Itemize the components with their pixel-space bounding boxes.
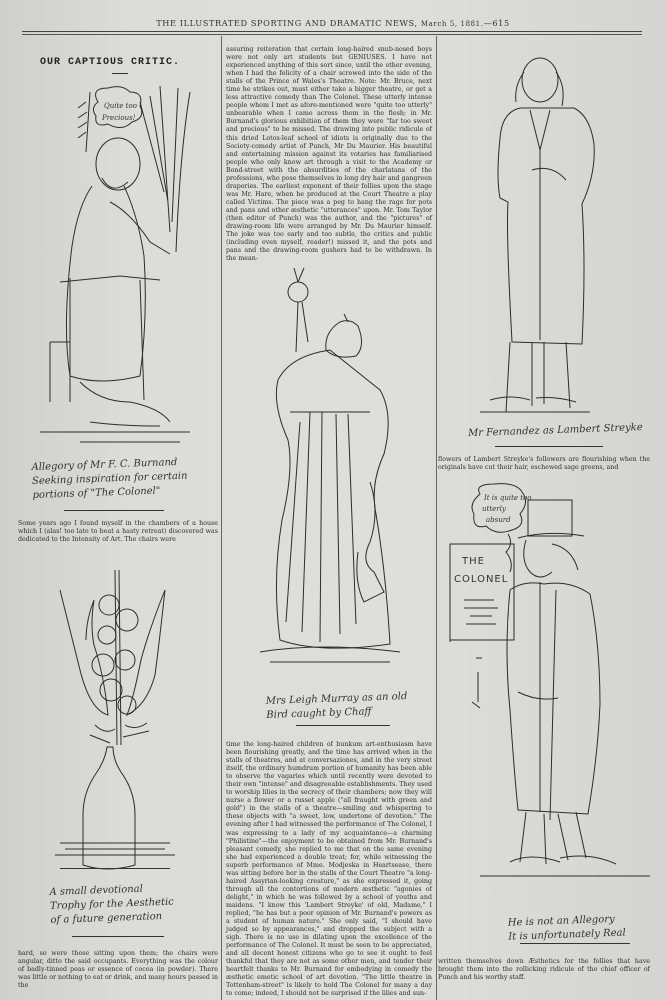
caption-line: portions of "The Colonel" <box>32 485 161 502</box>
caption-line: He is not an Allegory <box>507 913 615 929</box>
speech-line: It is quite too <box>484 494 532 502</box>
paragraph: assuring reiteration that certain long-haired snub-nosed boys were not only art students but GENIUSES. I have not experienced anything of this sort since, until the other evening, when I had the felicity of a chair screwed into the side of the stalls of the Prince of Wales's Theatre. Note: Mr. Bruce, next time he strikes out, must either take a bigger theatre, or get a less attractive comedy than The Colonel. These utterly intense people whom I met as afore-mentioned were "quite too utterly" unbearable when I came across them in the flesh; in Mr. Burnand's glorious exhibition of them they were "far too sweet and precious" to be missed. The drawing into public ridicule of this dried Lotos-leaf school of idiots is originally due to the Society-comedy artist of Punch, Mr Du Maurier. His beautiful and entertaining mission against its votaries has familiarised people who only know art through a visit to the Academy or Bond-street with the absurdities of the charlatans of the professions, who pose themselves in long dry hair and gangreen draperies. The earliest exponent of their follies upon the stage was Mr. Hare, when he produced at the Court Theatre a play called Victims. The piece was a peg to hang the rage for pots and pans and other æsthetic "utterances" upon. Mr. Tom Taylor (then editor of Punch) was the author, and the "pictures" of drawing-room life were arranged by Mr. Du Maurier himself. The joke was too early and too subtle, the critics and public (including even myself, reader!) missed it, and the pots and pans and the drawing-room gushers had to be withdrawn. In the mean- <box>226 46 432 263</box>
issue-date: March 5, 1881. <box>420 20 484 28</box>
paragraph: time the long-haired children of bunkum art-enthusiasm have been flourishing greatly, and the time has arrived when in the stalls of theatres, and at conversaziones, and in the very street itself, the ordinary humdrum portion of humanity has been able to observe the vagaries which until recently were devoted to their own "intense" and disagreeable establishments. They used to worship lilies in the secrecy of their chambers; now they will nurse a flower or a russet apple ("all fraught with green and gold") in the stalls of a theatre—smiling and whispering to these objects with "a sweet, low, undertone of devotion." The evening after I had witnessed the performance of The Colonel, I was expressing to a lady of my acquaintance—a charming "Philistine"—the enjoyment to be obtained from Mr. Burnand's pleasant comedy, she replied to me that on the same evening she had experienced a double treat; for, while witnessing the superb performance of Mme. Modjeska in Heartsease, there was sitting before her in the stalls of the Court Theatre "a long-haired Assyrian-looking creature," as she expressed it, going through all the contortions of modern æsthetic "agonies of delight," in which he was followed by a school of youths and maidens. "I know this 'Lambert Streyke' of old, Madame," I replied, "he has but a poor opinion of Mr. Burnand's powers as a student of human nature." She only said, "I should have judged so by appearances," and dropped the subject with a sigh. There is no use in dilating upon the excellence of the performance of The Colonel. It must be seen to be appreciated, and all decent honest citizens who go to see it ought to feel thankful that they are not as some other men, and tender their heartfelt thanks to Mr. Burnand for embodying in comedy the æsthetic emetic school of art devotion. "The little theatre in Tottenham-street" is likely to hold The Colonel for many a day to come; indeed, I should not be surprised if the lilies and sun- <box>226 741 432 998</box>
caption-rule <box>520 943 630 944</box>
paragraph: written themselves down Æsthetics for the follies that have brought them into the rollicking ridicule of the chief officer of Punch and his worthy staff. <box>438 958 650 982</box>
trophy-caption <box>49 880 220 928</box>
murray-illustration <box>250 262 410 672</box>
title-rule <box>112 73 128 74</box>
caption-line: Mrs Leigh Murray as an old <box>265 691 408 707</box>
murray-caption <box>266 689 437 723</box>
poster-line: COLONEL <box>454 574 509 585</box>
masthead <box>0 18 666 28</box>
page-number: —615 <box>483 18 510 28</box>
poster-line: THE <box>462 556 485 567</box>
column-2-text-top <box>226 46 432 263</box>
speech-line: utterly <box>482 505 506 513</box>
article-title: OUR CAPTIOUS CRITIC. <box>39 57 181 68</box>
paragraph: Some years ago I found myself in the chambers of a house which I (alas! too late to beat a hasty retreat) discovered was dedicated to the Intensity of Art. The chairs were <box>18 520 218 544</box>
publication-name: THE ILLUSTRATED SPORTING AND DRAMATIC NEWS, <box>156 18 418 28</box>
caption-line: Mr Fernandez as Lambert Streyke <box>467 422 643 440</box>
fernandez-caption <box>468 421 648 441</box>
caption-line: of a future generation <box>50 911 163 926</box>
caption-rule <box>296 725 390 726</box>
colonel-illustration <box>440 482 660 902</box>
masthead-rule <box>22 31 642 32</box>
paragraph: flowers of Lambert Streyke's followers are flourishing when the originals have cut their hair, eschewed sage greens, and <box>438 456 650 472</box>
column-2-text-bottom <box>226 741 432 999</box>
caption-line: A small devotional <box>49 883 144 898</box>
paragraph: hard, so were those sitting upon them; the chairs were angular, ditto the said occupants. Everything was the colour of badly-tinned peas or essence of cocoa (in powder). There was little or nothing to eat or drink, and many hours passed in the <box>18 950 219 990</box>
column-divider-1 <box>221 36 222 1000</box>
caption-line: Seeking inspiration for certain <box>31 470 188 488</box>
caption-line: It is unfortunately Real <box>508 927 626 943</box>
speech-line: Quite too <box>104 102 137 110</box>
column-1-text-top <box>18 520 218 544</box>
burnand-illustration <box>30 82 200 452</box>
column-1-text-bottom <box>18 950 218 990</box>
caption-rule <box>495 446 603 447</box>
speech-line: Precious! <box>102 114 136 122</box>
caption-line: Allegory of Mr F. C. Burnand <box>31 456 178 474</box>
caption-rule <box>72 936 164 937</box>
fernandez-illustration <box>480 50 590 410</box>
caption-line: Bird caught by Chaff <box>266 706 372 721</box>
burnand-caption <box>31 455 207 503</box>
column-3-text-bottom <box>438 958 650 982</box>
column-3-text-mid <box>438 456 650 472</box>
caption-line: Trophy for the Aesthetic <box>49 896 174 912</box>
trophy-illustration <box>55 565 175 855</box>
trophy-base-rule <box>60 868 170 869</box>
masthead-rule-thin <box>22 34 642 35</box>
colonel-caption <box>508 911 659 944</box>
column-divider-2 <box>436 36 437 1000</box>
speech-line: absurd <box>486 516 511 524</box>
caption-rule <box>64 510 164 511</box>
